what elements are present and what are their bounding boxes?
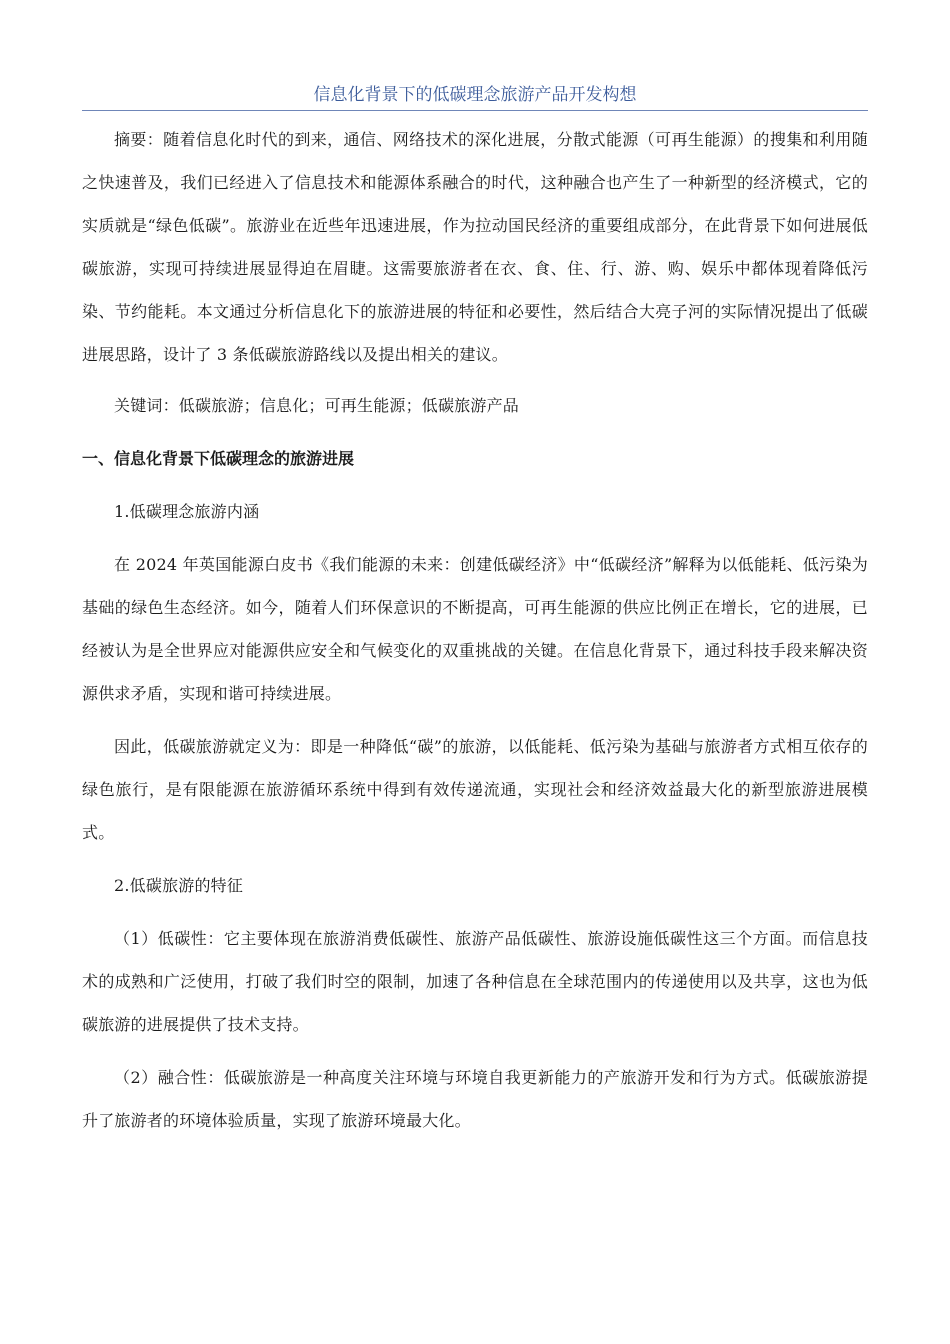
section-heading-1: 一、信息化背景下低碳理念的旅游进展 xyxy=(82,449,355,468)
body-paragraph: （1）低碳性：它主要体现在旅游消费低碳性、旅游产品低碳性、旅游设施低碳性这三个方面。而信息技术的成熟和广泛使用，打破了我们时空的限制，加速了各种信息在全球范围内的传递使用以及共享，这也为低碳旅游的进展提供了技术支持。 xyxy=(82,929,868,1034)
subheading-1-2: 2.低碳旅游的特征 xyxy=(114,876,244,895)
body-paragraph: 在 2024 年英国能源白皮书《我们能源的未来：创建低碳经济》中“低碳经济”解释为以低能耗、低污染为基础的绿色生态经济。如今，随着人们环保意识的不断提高，可再生能源的供应比例正在增长，它的进展，已经被认为是全世界应对能源供应安全和气候变化的双重挑战的关键。在信息化背景下，通过科技手段来解决资源供求矛盾，实现和谐可持续进展。 xyxy=(82,555,868,703)
subheading-1-1: 1.低碳理念旅游内涵 xyxy=(114,502,260,521)
document-body xyxy=(82,118,868,1142)
abstract-paragraph: 摘要：随着信息化时代的到来，通信、网络技术的深化进展，分散式能源（可再生能源）的搜集和利用随之快速普及，我们已经进入了信息技术和能源体系融合的时代，这种融合也产生了一种新型的经济模式，它的实质就是“绿色低碳”。旅游业在近些年迅速进展，作为拉动国民经济的重要组成部分，在此背景下如何进展低碳旅游，实现可持续进展显得迫在眉睫。这需要旅游者在衣、食、住、行、游、购、娱乐中都体现着降低污染、节约能耗。本文通过分析信息化下的旅游进展的特征和必要性，然后结合大亮子河的实际情况提出了低碳进展思路，设计了 3 条低碳旅游路线以及提出相关的建议。 xyxy=(82,130,868,364)
body-paragraph: （2）融合性：低碳旅游是一种高度关注环境与环境自我更新能力的产旅游开发和行为方式。低碳旅游提升了旅游者的环境体验质量，实现了旅游环境最大化。 xyxy=(82,1068,868,1130)
page-header-title: 信息化背景下的低碳理念旅游产品开发构想 xyxy=(82,80,868,111)
body-paragraph: 因此，低碳旅游就定义为：即是一种降低“碳”的旅游，以低能耗、低污染为基础与旅游者方式相互依存的绿色旅行，是有限能源在旅游循环系统中得到有效传递流通，实现社会和经济效益最大化的新型旅游进展模式。 xyxy=(82,737,868,842)
keywords-line: 关键词：低碳旅游；信息化；可再生能源；低碳旅游产品 xyxy=(114,396,520,415)
